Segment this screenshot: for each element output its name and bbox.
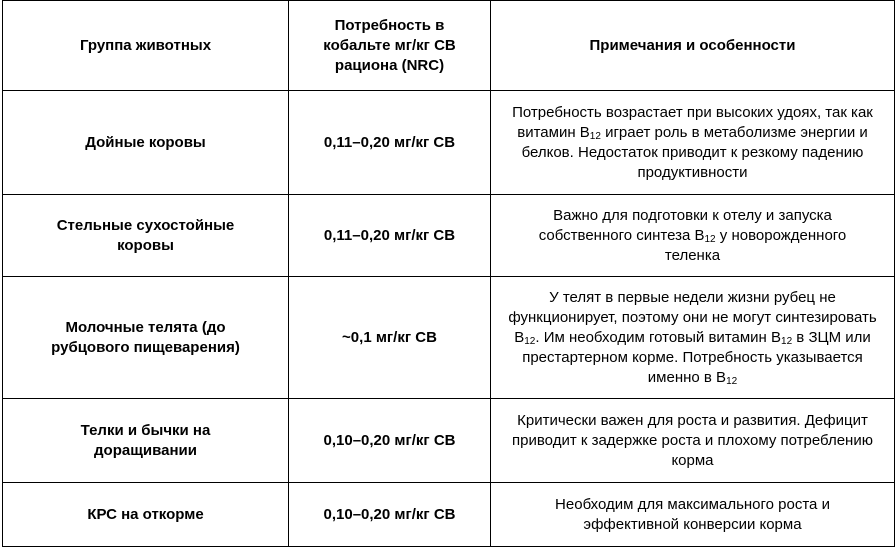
subscript: 12 bbox=[704, 233, 716, 245]
cell-need: 0,10–0,20 мг/кг СВ bbox=[289, 399, 491, 483]
subscript: 12 bbox=[726, 375, 738, 387]
table-row bbox=[3, 399, 895, 483]
cell-group: Молочные телята (до рубцового пищеварения) bbox=[3, 277, 289, 399]
cell-group: Телки и бычки на доращивании bbox=[3, 399, 289, 483]
cell-group: Стельные сухостойные коровы bbox=[3, 195, 289, 277]
subscript: 12 bbox=[589, 130, 601, 142]
table-row bbox=[3, 483, 895, 547]
cell-group: КРС на откорме bbox=[3, 483, 289, 547]
cell-need: 0,10–0,20 мг/кг СВ bbox=[289, 483, 491, 547]
cell-need: ~0,1 мг/кг СВ bbox=[289, 277, 491, 399]
header-row bbox=[3, 1, 895, 91]
cell-note: Важно для подготовки к отелу и запуска собственного синтеза $B_{12}$ у новорожденного теленка bbox=[491, 195, 895, 277]
cell-note: Необходим для максимального роста и эффективной конверсии корма bbox=[491, 483, 895, 547]
cell-need: 0,11–0,20 мг/кг СВ bbox=[289, 195, 491, 277]
header-group: Группа животных bbox=[3, 1, 289, 91]
cobalt-requirements-table bbox=[2, 0, 895, 547]
subscript: 12 bbox=[781, 335, 793, 347]
cell-group: Дойные коровы bbox=[3, 91, 289, 195]
cell-note: Критически важен для роста и развития. Дефицит приводит к задержке роста и плохому потреблению корма bbox=[491, 399, 895, 483]
header-notes: Примечания и особенности bbox=[491, 1, 895, 91]
table-row bbox=[3, 277, 895, 399]
header-need: Потребность в кобальте мг/кг СВ рациона (NRC) bbox=[289, 1, 491, 91]
table-row bbox=[3, 91, 895, 195]
table-row bbox=[3, 195, 895, 277]
subscript: 12 bbox=[524, 335, 536, 347]
cell-need: 0,11–0,20 мг/кг СВ bbox=[289, 91, 491, 195]
cell-note: У телят в первые недели жизни рубец не функционирует, поэтому они не могут синтезировать $B_{12}$. Им необходим готовый витамин $B_{12}$ в ЗЦМ или престартерном корме. Потребность указывается именно в $B_{12}$ bbox=[491, 277, 895, 399]
cell-note: Потребность возрастает при высоких удоях, так как витамин $B_{12}$ играет роль в метаболизме энергии и белков. Недостаток приводит к резкому падению продуктивности bbox=[491, 91, 895, 195]
